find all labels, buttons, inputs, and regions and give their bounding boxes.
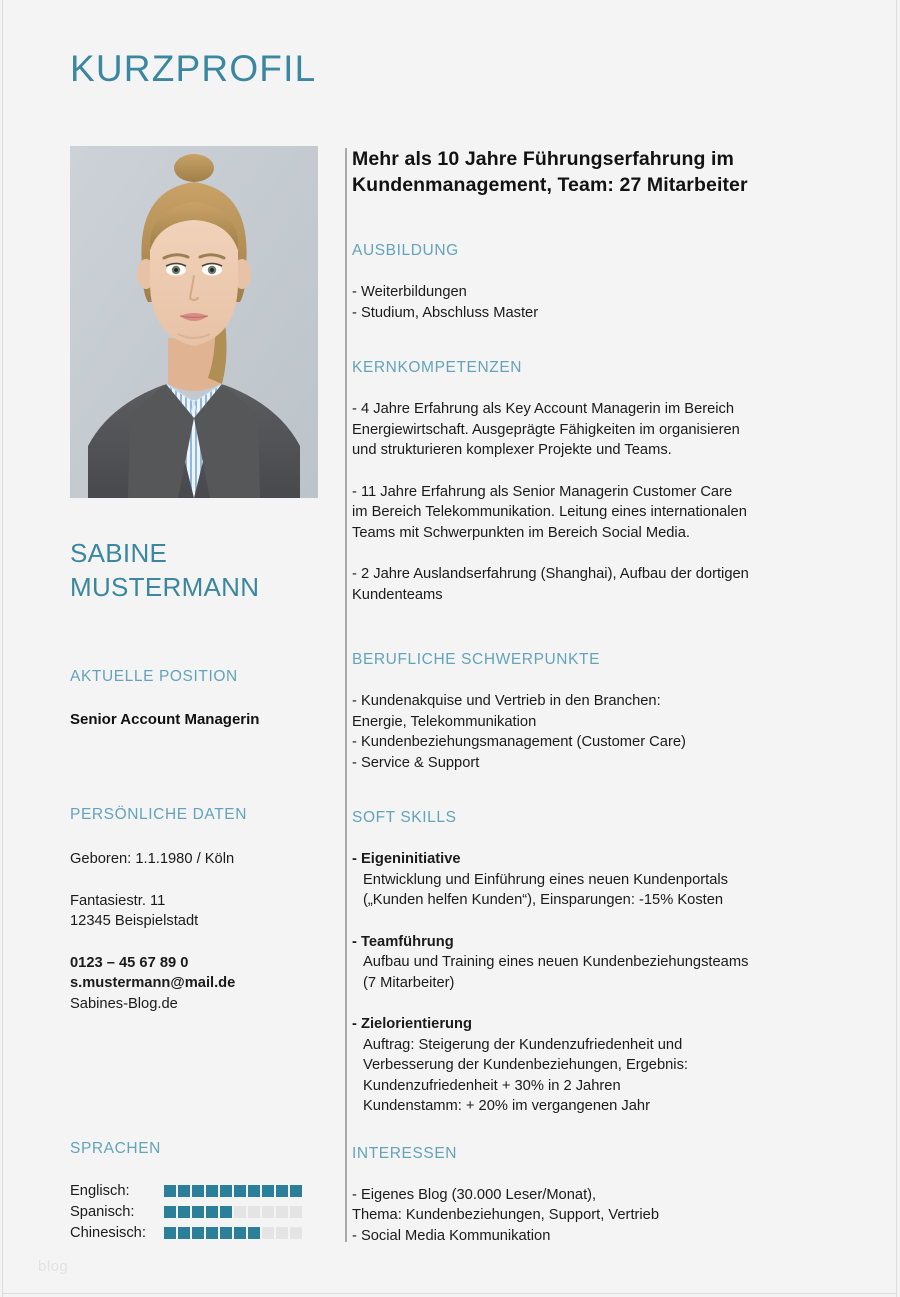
language-level-square <box>276 1185 288 1197</box>
language-level-square <box>248 1185 260 1197</box>
section-heading-soft-skills: SOFT SKILLS <box>352 809 457 826</box>
language-level-square <box>220 1185 232 1197</box>
language-level-square <box>206 1185 218 1197</box>
profile-headline-line-2: Kundenmanagement, Team: 27 Mitarbeiter <box>352 174 748 196</box>
list-item-line: (7 Mitarbeiter) <box>363 974 455 991</box>
language-label: Spanisch: <box>70 1204 135 1220</box>
list-item-line: - Eigenes Blog (30.000 Leser/Monat), <box>352 1186 597 1203</box>
core-competencies-list <box>352 399 830 605</box>
watermark: blog <box>38 1258 69 1275</box>
language-level-bar <box>164 1225 304 1246</box>
list-item-line: - 2 Jahre Auslandserfahrung (Shanghai), Aufbau der dortigen <box>352 566 749 582</box>
language-level-square <box>220 1206 232 1218</box>
language-level-square <box>164 1206 176 1218</box>
left-column <box>70 146 320 1246</box>
address-city: 12345 Beispielstadt <box>70 913 199 929</box>
page-bottom-edge <box>2 1293 897 1294</box>
list-item: - Studium, Abschluss Master <box>352 304 539 321</box>
list-item-line: Aufbau und Training eines neuen Kundenbeziehungsteams <box>363 954 749 970</box>
section-heading-languages: SPRACHEN <box>70 1140 161 1157</box>
language-level-square <box>164 1185 176 1197</box>
personal-data-contact <box>70 953 320 1015</box>
language-level-square <box>206 1206 218 1218</box>
right-column <box>352 146 830 1246</box>
language-level-square <box>192 1206 204 1218</box>
profile-headline <box>352 146 830 198</box>
list-item <box>352 482 830 544</box>
contact-email[interactable]: s.mustermann@mail.de <box>70 975 236 991</box>
section-heading-education: AUSBILDUNG <box>352 242 459 259</box>
section-heading-interests: INTERESSEN <box>352 1144 458 1162</box>
list-item <box>352 1014 830 1117</box>
portrait-photo <box>70 146 318 498</box>
soft-skills-list <box>352 849 830 1117</box>
list-item-line: Entwicklung und Einführung eines neuen Kundenportals <box>363 871 729 888</box>
language-level-square <box>276 1227 288 1239</box>
list-item: - Weiterbildungen <box>352 284 467 300</box>
list-item-line: im Bereich Telekommunikation. Leitung eines internationalen <box>352 504 747 520</box>
list-item <box>352 564 830 605</box>
languages-table <box>70 1183 304 1246</box>
list-item-line: - Social Media Kommunikation <box>352 1227 551 1244</box>
language-level-square <box>234 1227 246 1239</box>
list-item-line: - Service & Support <box>352 754 480 771</box>
section-heading-current-position: AKTUELLE POSITION <box>70 668 238 685</box>
language-level-square <box>192 1227 204 1239</box>
section-heading-core-competencies: KERNKOMPETENZEN <box>352 359 523 376</box>
soft-skill-title: - Eigeninitiative <box>352 851 461 867</box>
focus-list <box>352 691 830 773</box>
table-row <box>70 1183 304 1204</box>
list-item <box>352 399 830 461</box>
language-level-square <box>290 1185 302 1197</box>
contact-website[interactable]: Sabines-Blog.de <box>70 995 178 1012</box>
language-level-bar <box>164 1183 304 1204</box>
list-item-line: und strukturieren komplexer Projekte und Teams. <box>352 442 672 458</box>
language-level-square <box>178 1185 190 1197</box>
language-level-square <box>234 1206 246 1218</box>
person-name <box>70 536 320 604</box>
language-level-square <box>248 1206 260 1218</box>
list-item-line: Kundenteams <box>352 586 443 603</box>
language-level-square <box>262 1227 274 1239</box>
languages-table-body <box>70 1183 304 1246</box>
list-item-line: Kundenstamm: + 20% im vergangenen Jahr <box>363 1098 650 1114</box>
list-item <box>352 849 830 911</box>
interests-list <box>352 1185 830 1247</box>
language-level-square <box>248 1227 260 1239</box>
section-heading-personal-data: PERSÖNLICHE DATEN <box>70 806 247 823</box>
language-level-square <box>178 1206 190 1218</box>
language-level-square <box>290 1227 302 1239</box>
table-row <box>70 1225 304 1246</box>
column-divider <box>345 148 347 1242</box>
table-row <box>70 1204 304 1225</box>
person-last-name: MUSTERMANN <box>70 572 260 602</box>
language-label: Englisch: <box>70 1183 130 1199</box>
language-level-square <box>220 1227 232 1239</box>
list-item-line: Auftrag: Steigerung der Kundenzufriedenheit und <box>363 1036 683 1053</box>
personal-data-born: Geboren: 1.1.1980 / Köln <box>70 851 235 867</box>
language-level-square <box>262 1185 274 1197</box>
language-level-square <box>164 1227 176 1239</box>
language-level-square <box>206 1227 218 1239</box>
list-item-line: Energie, Telekommunikation <box>352 713 537 730</box>
education-list <box>352 282 830 323</box>
list-item-line: - 11 Jahre Erfahrung als Senior Managerin Customer Care <box>352 483 733 500</box>
language-level-square <box>234 1185 246 1197</box>
language-level-square <box>290 1206 302 1218</box>
address-street: Fantasiestr. 11 <box>70 892 166 909</box>
list-item-line: Verbesserung der Kundenbeziehungen, Ergebnis: <box>363 1057 688 1073</box>
section-heading-focus: BERUFLICHE SCHWERPUNKTE <box>352 651 601 668</box>
list-item-line: („Kunden helfen Kunden“), Einsparungen: -15% Kosten <box>363 892 724 908</box>
soft-skill-title: - Teamführung <box>352 933 454 950</box>
list-item-line: Thema: Kundenbeziehungen, Support, Vertrieb <box>352 1207 660 1223</box>
list-item-line: Kundenzufriedenheit + 30% in 2 Jahren <box>363 1077 621 1094</box>
language-level-square <box>192 1185 204 1197</box>
person-first-name: SABINE <box>70 538 168 568</box>
list-item-line: Teams mit Schwerpunkten im Bereich Social Media. <box>352 524 690 541</box>
profile-headline-line-1: Mehr als 10 Jahre Führungserfahrung im <box>352 148 734 170</box>
soft-skill-title: - Zielorientierung <box>352 1016 472 1032</box>
language-level-square <box>178 1227 190 1239</box>
personal-data-address <box>70 891 320 932</box>
list-item-line: - Kundenbeziehungsmanagement (Customer Care) <box>352 734 686 750</box>
contact-phone: 0123 – 45 67 89 0 <box>70 954 189 971</box>
list-item-line: - 4 Jahre Erfahrung als Key Account Managerin im Bereich <box>352 401 735 417</box>
list-item-line: Energiewirtschaft. Ausgeprägte Fähigkeiten im organisieren <box>352 421 740 438</box>
list-item-line: - Kundenakquise und Vertrieb in den Branchen: <box>352 693 661 709</box>
list-item <box>352 932 830 994</box>
language-label: Chinesisch: <box>70 1225 146 1241</box>
language-level-bar <box>164 1204 304 1225</box>
language-level-square <box>276 1206 288 1218</box>
page-title: KURZPROFIL <box>70 48 317 89</box>
language-level-square <box>262 1206 274 1218</box>
current-position-value: Senior Account Managerin <box>70 711 260 728</box>
